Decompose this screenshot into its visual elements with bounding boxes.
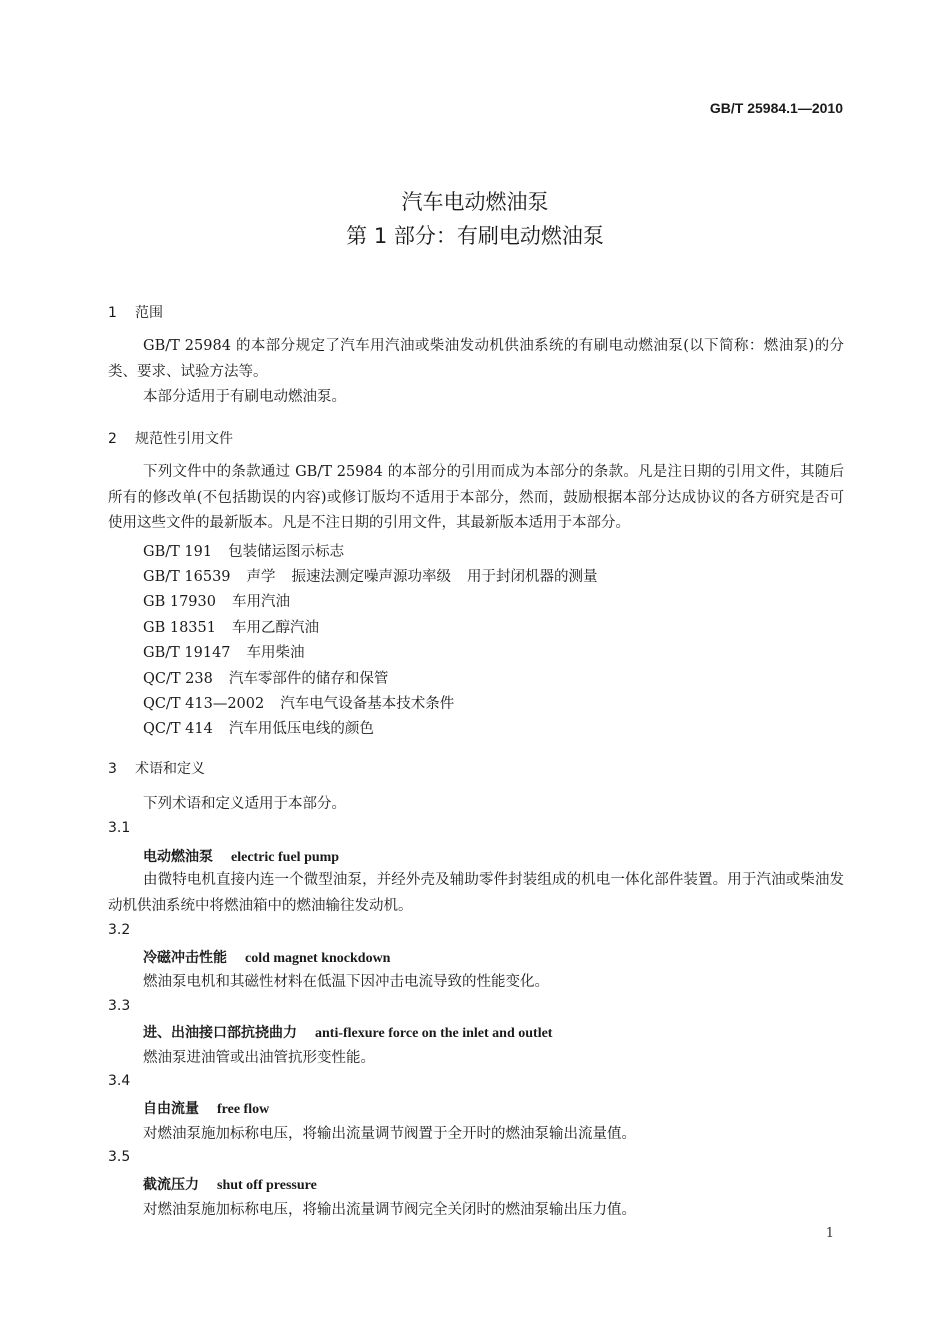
clause-number: 3.4 (108, 1073, 131, 1089)
term-entry (143, 1098, 269, 1118)
clause-number: 3.1 (108, 820, 131, 836)
section-number: 2 (108, 431, 117, 447)
section-1-paragraph: GB/T 25984 的本部分规定了汽车用汽油或柴油发动机供油系统的有刷电动燃油泵(以下简称：燃油泵)的分类、要求、试验方法等。 (108, 338, 844, 380)
reference-title: 汽车零部件的储存和保管 (228, 671, 389, 687)
reference-title: 车用汽油 (231, 594, 290, 610)
reference-item (143, 641, 305, 662)
term-chinese: 进、出油接口部抗挠曲力 (143, 1025, 297, 1041)
reference-item (143, 565, 598, 586)
clause-number: 3.5 (108, 1149, 131, 1165)
term-definition: 对燃油泵施加标称电压，将输出流量调节阀完全关闭时的燃油泵输出压力值。 (143, 1202, 636, 1218)
reference-title: 汽车用低压电线的颜色 (228, 721, 374, 737)
reference-code: QC/T 413—2002 (143, 696, 265, 712)
clause-number: 3.2 (108, 922, 131, 938)
term-english: electric fuel pump (231, 850, 340, 865)
reference-item (143, 667, 388, 688)
term-chinese: 电动燃油泵 (143, 849, 213, 865)
section-title: 规范性引用文件 (135, 431, 233, 447)
reference-item (143, 692, 454, 713)
reference-title: 声学 (246, 569, 276, 585)
title-main: 汽车电动燃油泵 (401, 190, 549, 214)
section-title: 术语和定义 (135, 761, 205, 777)
section-3-heading (108, 758, 205, 778)
reference-code: GB/T 16539 (143, 569, 231, 585)
reference-code: QC/T 414 (143, 721, 213, 737)
term-chinese: 冷磁冲击性能 (143, 950, 227, 966)
reference-code: GB/T 19147 (143, 645, 231, 661)
clause-number: 3.3 (108, 998, 131, 1014)
reference-item (143, 590, 290, 611)
reference-title: 振速法测定噪声源功率级 (291, 569, 452, 585)
term-english: anti-flexure force on the inlet and outlet (315, 1026, 553, 1041)
reference-item (143, 717, 374, 738)
reference-title: 车用乙醇汽油 (231, 620, 319, 636)
term-chinese: 截流压力 (143, 1177, 199, 1193)
reference-title: 用于封闭机器的测量 (467, 569, 598, 585)
reference-item (143, 540, 344, 561)
reference-title: 汽车电气设备基本技术条件 (280, 696, 455, 712)
section-number: 1 (108, 305, 117, 321)
reference-code: QC/T 238 (143, 671, 213, 687)
page-number: 1 (825, 1226, 834, 1241)
term-entry (143, 846, 339, 866)
term-english: shut off pressure (217, 1178, 317, 1193)
standard-number: GB/T 25984.1—2010 (709, 100, 843, 116)
term-chinese: 自由流量 (143, 1101, 199, 1117)
term-entry (143, 1174, 317, 1194)
reference-code: GB/T 191 (143, 544, 213, 560)
reference-code: GB 18351 (143, 620, 216, 636)
section-title: 范围 (135, 305, 163, 321)
term-definition: 由微特电机直接内连一个微型油泵，并经外壳及辅助零件封装组成的机电一体化部件装置。用于汽油或柴油发动机供油系统中将燃油箱中的燃油输往发动机。 (108, 872, 844, 914)
reference-title: 车用柴油 (246, 645, 305, 661)
term-entry (143, 1022, 552, 1042)
section-number: 3 (108, 761, 117, 777)
term-english: cold magnet knockdown (245, 951, 391, 966)
section-2-paragraph: 下列文件中的条款通过 GB/T 25984 的本部分的引用而成为本部分的条款。凡是注日期的引用文件，其随后所有的修改单(不包括勘误的内容)或修订版均不适用于本部分，然而，鼓励根据本部分达成协议的各方研究是否可使用这些文件的最新版本。凡是不注日期的引用文件，其最新版本适用于本部分。 (108, 464, 844, 531)
section-1-heading (108, 302, 163, 322)
term-definition: 对燃油泵施加标称电压，将输出流量调节阀置于全开时的燃油泵输出流量值。 (143, 1126, 636, 1142)
term-definition: 燃油泵电机和其磁性材料在低温下因冲击电流导致的性能变化。 (143, 974, 549, 990)
reference-title: 包装储运图示标志 (228, 544, 345, 560)
section-3-intro: 下列术语和定义适用于本部分。 (143, 796, 346, 812)
section-2-heading (108, 428, 233, 448)
section-1-scope-note: 本部分适用于有刷电动燃油泵。 (143, 389, 346, 405)
term-entry (143, 947, 390, 967)
title-sub: 第 1 部分：有刷电动燃油泵 (346, 224, 604, 248)
term-english: free flow (217, 1102, 270, 1117)
reference-item (143, 616, 319, 637)
term-definition: 燃油泵进油管或出油管抗形变性能。 (143, 1050, 375, 1066)
reference-code: GB 17930 (143, 594, 216, 610)
